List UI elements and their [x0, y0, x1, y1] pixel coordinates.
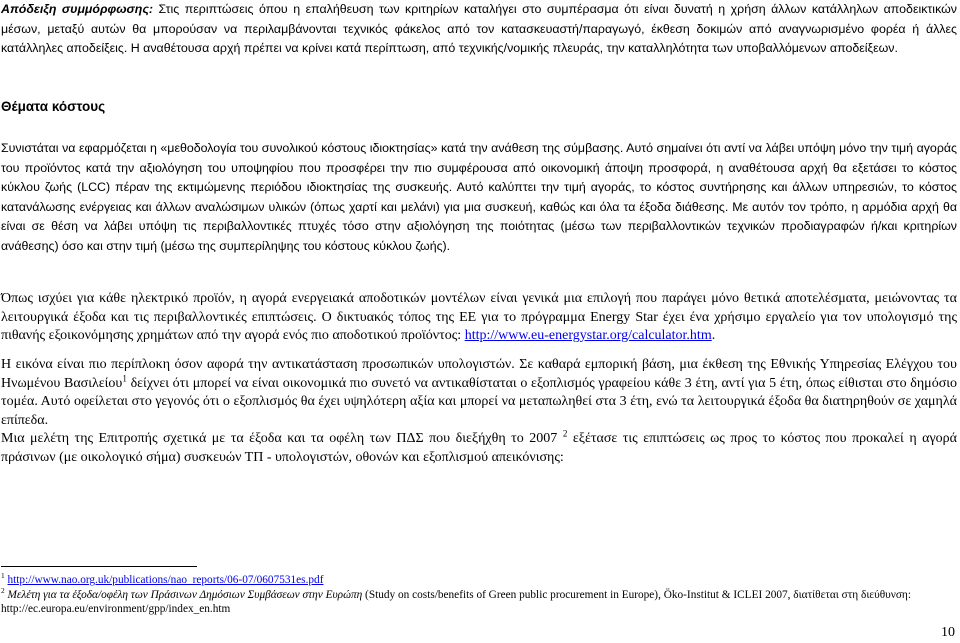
proof-of-compliance-paragraph: [1, 0, 957, 59]
footnote-1-link[interactable]: http://www.nao.org.uk/publications/nao_reports/06-07/0607531es.pdf: [7, 574, 324, 586]
footnote-1-number: 1: [1, 571, 5, 581]
pc-text-a: Η εικόνα είναι πιο περίπλοκη όσον αφορά την αντικατάσταση προσωπικών υπολογιστών. Σε καθαρά εμπορική βάση, μια έκθεση της Εθνικής Υπηρεσίας Ελέγχου του Ηνωμένου Βασιλείου: [1, 357, 957, 391]
cost-paragraph: Συνιστάται να εφαρμόζεται η «μεθοδολογία του συνολικού κόστους ιδιοκτησίας» κατά την ανάθεση της σύμβασης. Αυτό σημαίνει ότι αντί να λάβει υπόψη μόνο την τιμή αγοράς του προϊόντος κατά την αξιολόγηση του υποψηφίου που προσφέρει την πιο συμφέρουσα από οικονομική άποψη προσφορά, η αναθέτουσα αρχή θα εξετάσει το κόστος κύκλου ζωής (LCC) πέραν της εκτιμώμενης περιόδου ιδιοκτησίας της συσκευής. Αυτό καλύπτει την τιμή αγοράς, το κόστος συντήρησης και άλλων υπηρεσιών, το κόστος κατανάλωσης ενέργειας και άλλων αναλώσιμων υλικών (όπως χαρτί και μελάνι) για μια συσκευή, καθώς και όλα τα έξοδα διάθεσης. Με αυτόν τον τρόπο, η αρμόδια αρχή θα είναι σε θέση να λάβει υπόψη τις περιβαλλοντικές πτυχές τόσο στην αξιολόγηση της ποιότητας (μέσω των περιβαλλοντικών τεχνικών προδιαγραφών ή/και κριτηρίων ανάθεσης) όσο και στην τιμή (μέσω της συμπερίληψης του κόστους κύκλου ζωής).: [1, 141, 957, 253]
energy-star-calculator-link[interactable]: http://www.eu-energystar.org/calculator.htm: [464, 328, 712, 343]
footnote-separator: [1, 566, 197, 567]
study-paragraph: [1, 430, 957, 467]
footnote-ref-1[interactable]: 1: [122, 372, 127, 383]
section-heading: Θέματα κόστους: [1, 99, 106, 114]
energy-star-period: .: [711, 328, 716, 343]
footnote-2-title: Μελέτη για τα έξοδα/οφέλη των Πράσινων Δημόσιων Συμβάσεων στην Ευρώπη: [7, 589, 363, 601]
energy-star-text: Όπως ισχύει για κάθε ηλεκτρικό προϊόν, η αγορά ενεργειακά αποδοτικών μοντέλων είναι γενικά μια επιλογή που παράγει μόνο θετικά αποτελέσματα, μειώνοντας τα λειτουργικά έξοδα και τις περιβαλλοντικές επιπτώσεις. Ο δικτυακός τόπος της ΕΕ για το πρόγραμμα Energy Star έχει ένα χρήσιμο εργαλείο για τον υπολογισμό της πιθανής εξοικονόμησης χρημάτων από την αγορά ενός πιο αποδοτικού προϊόντος:: [1, 291, 957, 343]
energy-star-paragraph: [1, 290, 957, 346]
footnote-2-number: 2: [1, 586, 5, 596]
footnote-2: [1, 588, 957, 616]
pc-replacement-paragraph: [1, 356, 957, 430]
study-text-a: Μια μελέτη της Επιτροπής σχετικά με τα έξοδα και τα οφέλη των ΠΔΣ που διεξήχθη το 2007: [1, 431, 558, 446]
page-number: 10: [941, 625, 955, 640]
study-text-b: εξέτασε τις επιπτώσεις ως προς το κόστος που προκαλεί η αγορά πράσινων (με οικολογικό σήμα) συσκευών ΤΠ - υπολογιστών, οθονών και εξοπλισμού απεικόνισης:: [1, 431, 957, 465]
footnote-ref-2[interactable]: 2: [562, 428, 568, 439]
proof-text: Στις περιπτώσεις όπου η επαλήθευση των κριτηρίων καταλήγει στο συμπέρασμα ότι είναι δυνατή η χρήση άλλων κατάλληλων αποδεικτικών μέσων, μεταξύ αυτών θα μπορούσαν να περιλαμβάνονται τεχνικός φάκελος από τον κατασκευαστή/παραγωγό, έκθεση δοκιμών από αναγνωρισμένο φορέα ή άλλες κατάλληλες αποδείξεις. Η αναθέτουσα αρχή πρέπει να κρίνει κατά περίπτωση, από τεχνικής/νομικής πλευράς, την καταλληλότητα των υποβαλλόμενων αποδείξεων.: [1, 2, 957, 56]
pc-text-b: δείχνει ότι μπορεί να είναι οικονομικά πιο συνετό να αντικαθίσταται ο εξοπλισμός γραφείου κάθε 3 έτη, αντί για 5 έτη, όπως είθισται στο δημόσιο τομέα. Αυτό οφείλεται στο γεγονός ότι ο εξοπλισμός θα έχει υψηλότερη αξία και μπορεί να μεταπωληθεί στα 3 έτη, ενώ τα λειτουργικά έξοδα θα διατηρηθούν σε χαμηλά επίπεδα.: [1, 375, 958, 428]
footnote-2-text: (Study on costs/benefits of Green public procurement in Europe), Öko-Institut & ICLEI 2007, διατίθεται στη διεύθυνση: http://ec.europa.eu/environment/gpp/index_en.htm: [1, 589, 911, 615]
footnote-1: [1, 573, 957, 587]
proof-label: Απόδειξη συμμόρφωσης:: [1, 2, 154, 16]
